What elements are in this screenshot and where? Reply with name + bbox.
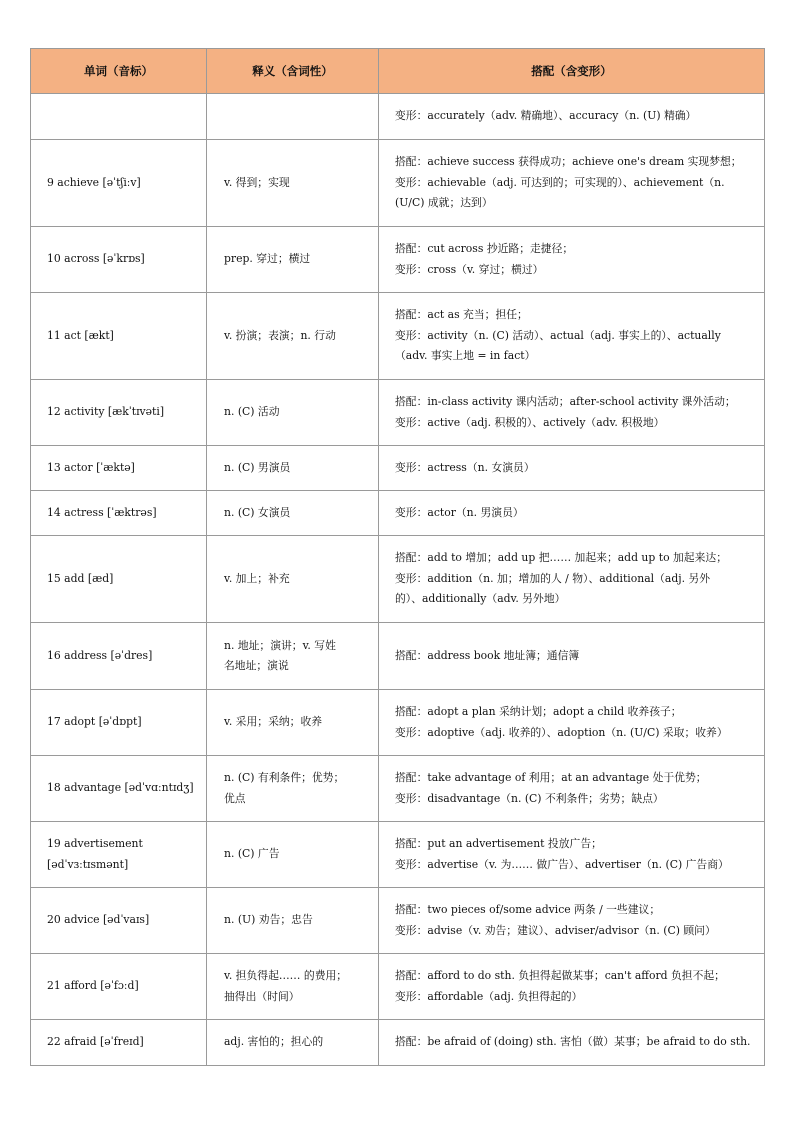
table-row [31, 822, 765, 888]
usage-cell [379, 491, 765, 536]
table-row [31, 756, 765, 822]
usage-line: 变形：actor（n. 男演员） [395, 505, 524, 519]
usage-cell [379, 1020, 765, 1066]
word-text: 21 afford [əˈfɔːd] [47, 979, 139, 993]
word-text: 13 actor [ˈæktə] [47, 460, 135, 474]
meaning-line: n. (C) 女演员 [224, 505, 291, 519]
word-text: 19 advertisement [ədˈvɜːtɪsmənt] [47, 837, 143, 871]
meaning-line: 抽得出（时间） [224, 989, 300, 1003]
usage-cell [379, 536, 765, 623]
table-row [31, 623, 765, 690]
usage-line: 搭配：address book 地址簿；通信簿 [395, 648, 580, 662]
usage-line: 变形：actress（n. 女演员） [395, 460, 535, 474]
word-text: 18 advantage [ədˈvɑːntɪdʒ] [47, 781, 194, 795]
word-cell [31, 1020, 207, 1066]
usage-line: 搭配：adopt a plan 采纳计划；adopt a child 收养孩子； [395, 705, 682, 718]
meaning-line: n. (U) 劝告；忠告 [224, 913, 313, 927]
meaning-line: prep. 穿过；横过 [224, 252, 311, 266]
meaning-cell [207, 293, 379, 380]
word-cell [31, 888, 207, 954]
usage-line: 变形：activity（n. (C) 活动）、actual（adj. 事实上的）、actually [395, 328, 721, 342]
word-cell [31, 140, 207, 227]
meaning-line: v. 加上；补充 [224, 571, 290, 585]
word-cell [31, 536, 207, 623]
word-cell [31, 954, 207, 1020]
table-row [31, 446, 765, 491]
usage-cell [379, 227, 765, 293]
usage-cell [379, 94, 765, 140]
usage-line: 搭配：achieve success 获得成功；achieve one's dream 实现梦想； [395, 155, 742, 169]
meaning-line: n. (C) 广告 [224, 847, 280, 861]
usage-line: 搭配：cut across 抄近路；走捷径； [395, 242, 574, 255]
word-text: 22 afraid [əˈfreɪd] [47, 1035, 144, 1049]
usage-line: 变形：advertise（v. 为…… 做广告）、advertiser（n. (C) 广告商） [395, 857, 729, 871]
usage-line: (U/C) 成就；达到） [395, 196, 493, 210]
word-cell [31, 756, 207, 822]
meaning-line: 名地址；演说 [224, 659, 289, 672]
usage-cell [379, 623, 765, 690]
usage-line: 搭配：add to 增加；add up 把…… 加起来；add up to 加起来达； [395, 551, 727, 565]
usage-line: 搭配：in-class activity 课内活动；after-school activity 课外活动； [395, 395, 736, 408]
word-text: 12 activity [ækˈtɪvəti] [47, 405, 165, 419]
usage-line: （adv. 事实上地 = in fact） [395, 349, 536, 363]
usage-line: 变形：cross（v. 穿过；横过） [395, 262, 544, 276]
usage-line: 搭配：afford to do sth. 负担得起做某事；can't afford 负担不起； [395, 969, 725, 982]
meaning-cell [207, 756, 379, 822]
table-row [31, 690, 765, 756]
usage-line: 变形：active（adj. 积极的）、actively（adv. 积极地） [395, 415, 665, 429]
word-cell [31, 690, 207, 756]
meaning-cell [207, 888, 379, 954]
meaning-cell [207, 380, 379, 446]
table-row [31, 227, 765, 293]
table-row [31, 140, 765, 227]
table-row [31, 491, 765, 536]
usage-line: 变形：achievable（adj. 可达到的；可实现的）、achievement（n. [395, 175, 725, 189]
usage-cell [379, 293, 765, 380]
usage-line: 搭配：act as 充当；担任； [395, 308, 528, 322]
table-row [31, 380, 765, 446]
word-text: 16 address [əˈdres] [47, 648, 153, 662]
meaning-line: n. 地址；演讲；v. 写姓 [224, 638, 336, 652]
word-cell [31, 227, 207, 293]
word-cell [31, 491, 207, 536]
table-row [31, 954, 765, 1020]
meaning-cell [207, 1020, 379, 1066]
word-cell [31, 446, 207, 491]
word-text: 15 add [æd] [47, 571, 114, 585]
meaning-line: v. 担负得起…… 的费用； [224, 969, 348, 982]
table-row [31, 1020, 765, 1066]
meaning-line: n. (C) 有利条件；优势； [224, 771, 345, 784]
usage-line: 变形：addition（n. 加；增加的人 / 物）、additional（adj. 另外 [395, 571, 711, 585]
meaning-cell [207, 690, 379, 756]
usage-cell [379, 380, 765, 446]
usage-line: 的）、additionally（adv. 另外地） [395, 592, 566, 606]
usage-line: 搭配：two pieces of/some advice 两条 / 一些建议； [395, 903, 661, 916]
meaning-line: n. (C) 男演员 [224, 460, 291, 474]
usage-line: 变形：adoptive（adj. 收养的）、adoption（n. (U/C) 采取；收养） [395, 725, 728, 739]
usage-line: 搭配：take advantage of 利用；at an advantage 处于优势； [395, 771, 707, 784]
meaning-cell [207, 623, 379, 690]
meaning-cell [207, 94, 379, 140]
meaning-line: v. 扮演；表演；n. 行动 [224, 328, 336, 342]
usage-cell [379, 822, 765, 888]
usage-line: 变形：accurately（adv. 精确地）、accuracy（n. (U) 精确） [395, 109, 697, 123]
meaning-cell [207, 822, 379, 888]
usage-line: 搭配：be afraid of (doing) sth. 害怕（做）某事；be afraid to do sth. [395, 1035, 751, 1049]
word-text: 17 adopt [əˈdɒpt] [47, 715, 142, 729]
word-cell [31, 822, 207, 888]
meaning-cell [207, 140, 379, 227]
meaning-line: n. (C) 活动 [224, 405, 280, 419]
word-text: 10 across [əˈkrɒs] [47, 252, 145, 266]
meaning-cell [207, 954, 379, 1020]
usage-cell [379, 888, 765, 954]
meaning-cell [207, 491, 379, 536]
meaning-cell [207, 536, 379, 623]
usage-cell [379, 954, 765, 1020]
header-meaning: 释义（含词性） [207, 49, 379, 94]
usage-cell [379, 140, 765, 227]
table-header-row [31, 49, 765, 94]
meaning-line: v. 得到；实现 [224, 175, 290, 189]
header-word: 单词（音标） [31, 49, 207, 94]
usage-line: 变形：affordable（adj. 负担得起的） [395, 989, 583, 1003]
word-cell [31, 94, 207, 140]
word-text: 20 advice [ədˈvaɪs] [47, 913, 150, 927]
usage-cell [379, 756, 765, 822]
word-cell [31, 380, 207, 446]
table-row [31, 888, 765, 954]
header-usage: 搭配（含变形） [379, 49, 765, 94]
table-row [31, 293, 765, 380]
word-cell [31, 293, 207, 380]
table-row [31, 536, 765, 623]
usage-line: 变形：disadvantage（n. (C) 不利条件；劣势；缺点） [395, 791, 664, 805]
word-text: 11 act [ækt] [47, 328, 114, 342]
meaning-line: adj. 害怕的；担心的 [224, 1035, 324, 1049]
meaning-line: 优点 [224, 791, 246, 805]
usage-cell [379, 446, 765, 491]
usage-line: 搭配：put an advertisement 投放广告； [395, 837, 602, 850]
word-text: 9 achieve [əˈtʃiːv] [47, 175, 141, 189]
usage-cell [379, 690, 765, 756]
table-row [31, 94, 765, 140]
word-cell [31, 623, 207, 690]
word-text: 14 actress [ˈæktrəs] [47, 505, 157, 519]
meaning-line: v. 采用；采纳；收养 [224, 715, 323, 729]
vocabulary-table [30, 48, 765, 1066]
usage-line: 变形：advise（v. 劝告；建议）、adviser/advisor（n. (C) 顾问） [395, 923, 716, 937]
meaning-cell [207, 227, 379, 293]
meaning-cell [207, 446, 379, 491]
table-body [31, 94, 765, 1066]
